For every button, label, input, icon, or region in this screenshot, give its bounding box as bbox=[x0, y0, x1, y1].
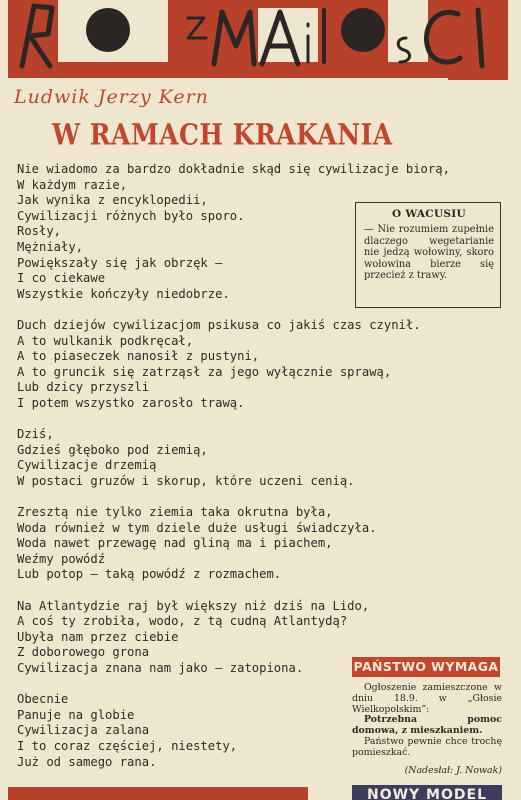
panstwo-wymaga-comment: Państwo pewnie chce trochę pomieszkać. bbox=[352, 735, 502, 758]
poem-line: Ubyła nam przez ciebie bbox=[17, 629, 179, 644]
poem-line: W każdym razie, bbox=[17, 177, 128, 192]
poem-line: Duch dziejów cywilizacjom psikusa co jakiś czas czynił. bbox=[17, 317, 421, 332]
poem-line: Powiększały się jak obrzęk — bbox=[17, 255, 223, 270]
o-wacusiu-text: — Nie rozumiem zupełnie dlaczego wegetarianie nie jedzą wołowiny, skoro wołowina bierze się przecież z trawy. bbox=[364, 224, 494, 282]
poem-line: I potem wszystko zarosło trawą. bbox=[17, 395, 245, 410]
nowy-model-header: NOWY MODEL bbox=[352, 785, 502, 800]
poem-line: Dziś, bbox=[17, 427, 54, 442]
masthead-letter-o bbox=[341, 8, 385, 52]
poem-line: A to wulkanik podkręcał, bbox=[17, 333, 194, 348]
poem-line: Woda nawet przewagę nad gliną ma i piachem, bbox=[17, 536, 333, 551]
poem-line: Lub potop — taką powódź z rozmachem. bbox=[17, 567, 282, 582]
poem-line: Na Atlantydzie raj był większy niż dziś na Lido, bbox=[17, 598, 370, 613]
panstwo-wymaga-signature: (Nadesłał: J. Nowak) bbox=[404, 764, 502, 776]
masthead-graphic bbox=[8, 0, 508, 80]
poem-line: Nie wiadomo za bardzo dokładnie skąd się cywilizacje biorą, bbox=[17, 162, 450, 176]
bottom-red-band bbox=[8, 787, 308, 800]
poem-line: I co ciekawe bbox=[17, 271, 106, 286]
poem-line: W postaci gruzów i skorup, które uczeni cenią. bbox=[17, 473, 355, 488]
panstwo-wymaga-header: PAŃSTWO WYMAGA bbox=[352, 657, 500, 677]
poem-line: Cywilizacji różnych było sporo. bbox=[17, 208, 245, 223]
o-wacusiu-title: O WACUSIU bbox=[392, 208, 466, 220]
poem-line: Gdzieś głęboko pod ziemią, bbox=[17, 442, 208, 457]
poem-line: Mężniały, bbox=[17, 239, 84, 254]
poem-line: A coś ty zrobiła, wodo, z tą cudną Atlantydą? bbox=[17, 614, 348, 629]
poem-line: Woda również w tym dziele duże usługi świadczyła. bbox=[17, 520, 377, 535]
poem-line: Wszystkie kończyły niedobrze. bbox=[17, 286, 230, 301]
poem-line: Zresztą nie tylko ziemia taka okrutna była, bbox=[17, 505, 333, 520]
poem-line: Lub dzicy przyszli bbox=[17, 380, 150, 395]
poem-line: A to gruncik się zatrząsł za jego wyłącznie sprawą, bbox=[17, 364, 392, 379]
poem-line: Panuje na globie bbox=[17, 707, 135, 722]
poem-line: Cywilizacja znana nam jako — zatopiona. bbox=[17, 661, 304, 675]
panstwo-wymaga-ad: Potrzebna pomoc domowa, z mieszkaniem. bbox=[352, 714, 502, 737]
poem-stanza bbox=[17, 318, 437, 412]
o-wacusiu-box bbox=[355, 202, 501, 308]
poem-stanza bbox=[17, 427, 437, 489]
poem-line: Cywilizacja zalana bbox=[17, 723, 150, 738]
panstwo-wymaga-body bbox=[352, 683, 502, 776]
poem-line: Obecnie bbox=[17, 692, 69, 707]
poem-title: W RAMACH KRAKANIA bbox=[52, 118, 393, 152]
poem-line: Cywilizacje drzemią bbox=[17, 458, 157, 473]
rozmaitosci-masthead bbox=[8, 0, 508, 80]
panstwo-wymaga-intro: Ogłoszenie zamieszczone w dniu 18.9. w „Głosie Wielkopolskim”: bbox=[352, 682, 502, 715]
poem-stanza bbox=[17, 505, 437, 583]
poem-line: A to piaseczek nanosił z pustyni, bbox=[17, 349, 260, 364]
poem-line: Rosły, bbox=[17, 224, 62, 239]
poem-line: Z doborowego grona bbox=[17, 645, 150, 660]
poem-line: Już od samego rana. bbox=[17, 754, 157, 769]
poem-line: Weźmy powódź bbox=[17, 551, 106, 566]
poem-line: I to coraz częściej, niestety, bbox=[17, 738, 238, 753]
poem-line: Jak wynika z encyklopedii, bbox=[17, 193, 208, 208]
masthead-letter-o bbox=[86, 8, 130, 52]
author-name: Ludwik Jerzy Kern bbox=[14, 86, 209, 108]
